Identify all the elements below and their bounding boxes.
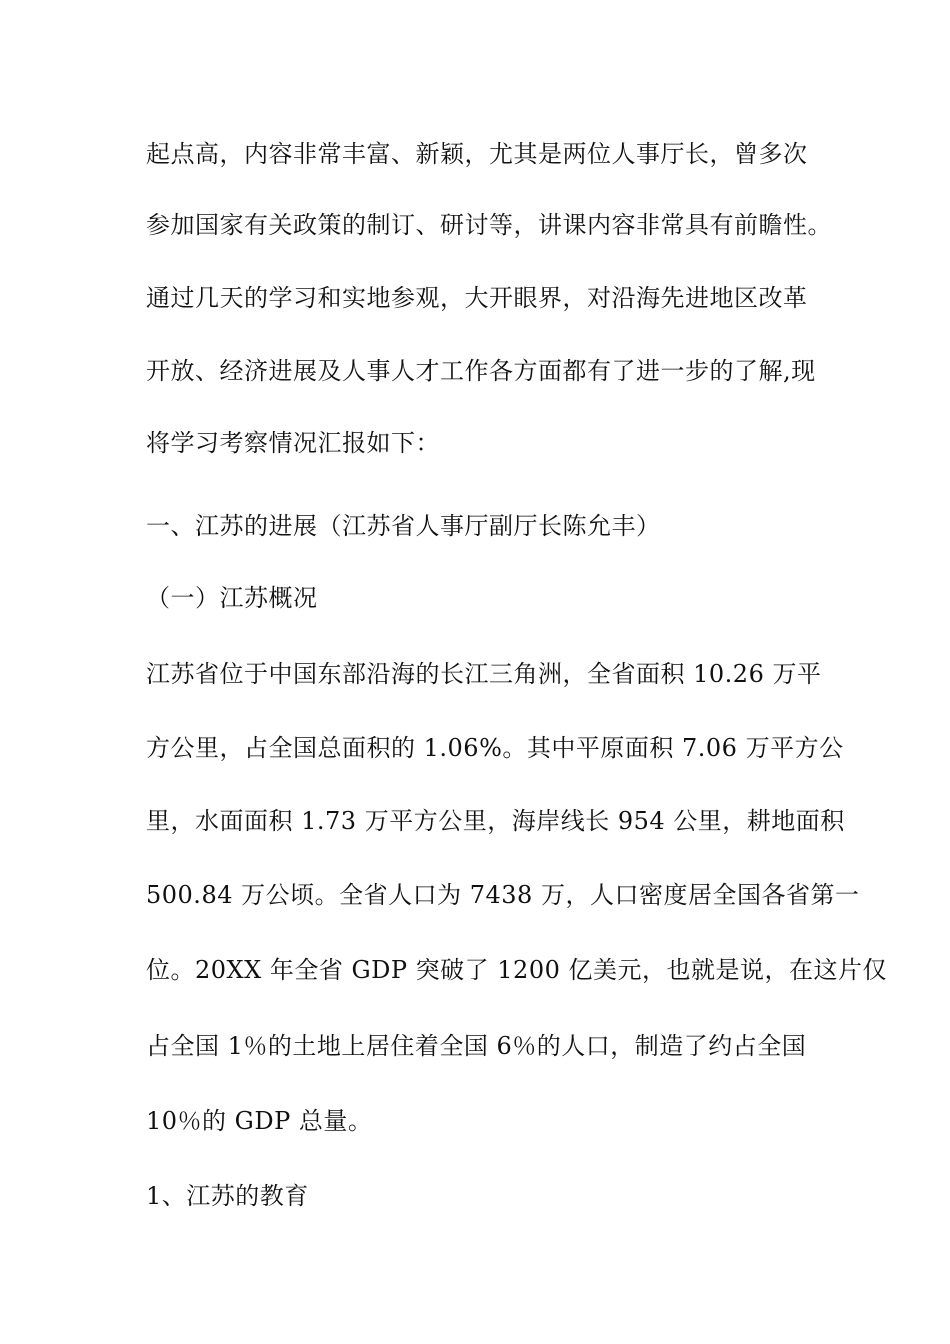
subsection-heading: （一）江苏概况 [146,584,318,612]
paragraph-line: 江苏省位于中国东部沿海的长江三角洲，全省面积 10.26 万平 [146,660,822,688]
paragraph-line: 10％的 GDP 总量。 [146,1107,373,1135]
section-heading: 一、江苏的进展（江苏省人事厅副厅长陈允丰） [146,512,661,540]
paragraph-line: 500.84 万公顷。全省人口为 7438 万，人口密度居全国各省第一 [146,881,860,909]
paragraph-line: 通过几天的学习和实地参观，大开眼界，对沿海先进地区改革 [146,284,808,312]
numbered-heading: 1、江苏的教育 [146,1182,309,1210]
paragraph-line: 里，水面面积 1.73 万平方公里，海岸线长 954 公里，耕地面积 [146,807,845,835]
paragraph-line: 占全国 1％的土地上居住着全国 6％的人口，制造了约占全国 [146,1032,807,1060]
paragraph-line: 方公里，占全国总面积的 1.06%。其中平原面积 7.06 万平方公 [146,734,844,762]
paragraph-line: 起点高，内容非常丰富、新颖，尤其是两位人事厅长，曾多次 [146,140,808,168]
paragraph-line: 开放、经济进展及人事人才工作各方面都有了进一步的了解,现 [146,357,816,385]
paragraph-line: 位。20XX 年全省 GDP 突破了 1200 亿美元，也就是说，在这片仅 [146,956,887,984]
paragraph-line: 参加国家有关政策的制订、研讨等，讲课内容非常具有前瞻性。 [146,211,832,239]
paragraph-line: 将学习考察情况汇报如下： [146,429,440,457]
